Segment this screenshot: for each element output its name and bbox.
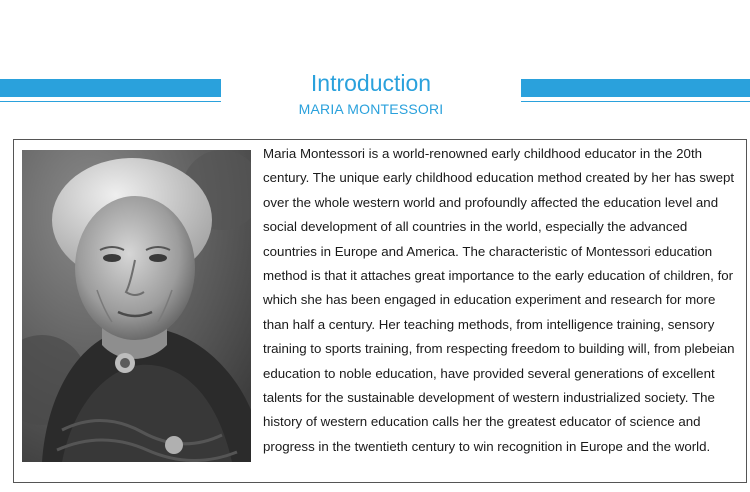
header-line-right [521, 101, 750, 102]
biography-text: Maria Montessori is a world-renowned early childhood educator in the 20th century. The unique early childhood education method created by her has swept over the whole western world and profoundly affected the education level and social development of all countries in the world, especially the advanced countries in Europe and America. The characteristic of Montessori education method is that it attaches great importance to the early education of children, for which she has been engaged in education experiment and research for more than half a century. Her teaching methods, from intelligence training, sensory training to sports training, from respecting freedom to building will, from plebeian education to noble education, have provided several generations of excellent talents for the sustainable development of western industrialized society. The history of western education calls her the greatest educator of science and progress in the twentieth century to win recognition in Europe and the world. [263, 146, 735, 454]
header-bar-left [0, 79, 221, 97]
intro-content-box [13, 139, 747, 483]
header-line-left [0, 101, 221, 102]
portrait-photo [22, 150, 251, 462]
portrait-illustration [22, 150, 251, 462]
section-subtitle: MARIA MONTESSORI [298, 101, 444, 117]
section-title: Introduction [310, 70, 432, 96]
header-bar-right [521, 79, 750, 97]
